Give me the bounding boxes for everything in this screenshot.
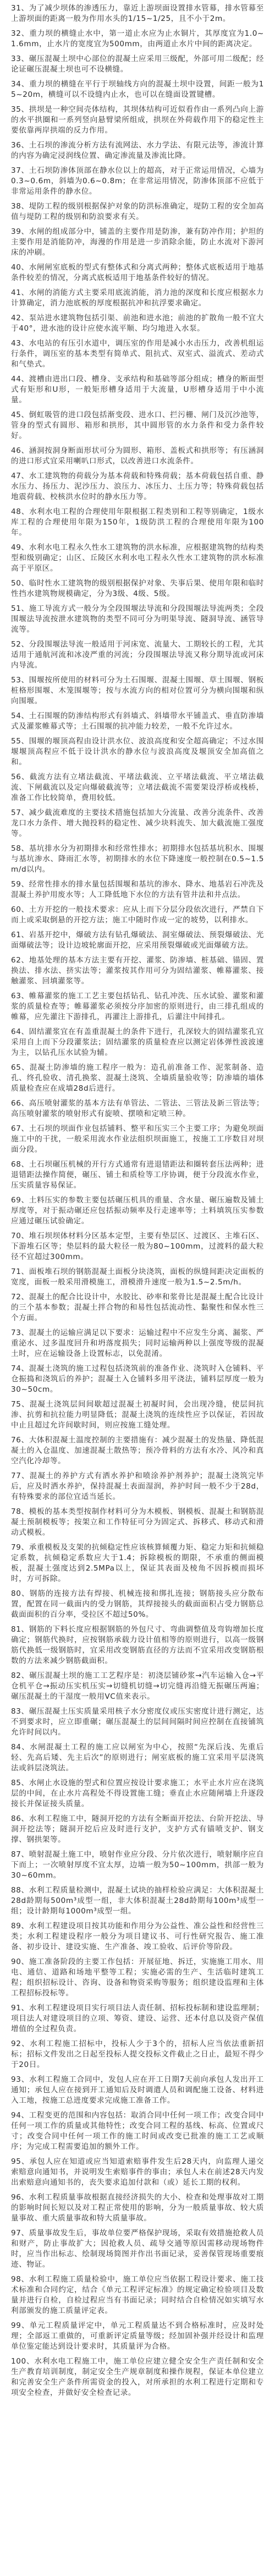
item-35: 35、拱坝是一种空间壳体结构，其坝体结构可近似看作由一系列凸向上游的水平拱圈和一系列竖向悬臂梁所组成，拱坝在外荷载作用下的稳定性主要依靠两岸拱端的反力作用。: [11, 105, 264, 135]
item-99: 99、单元工程质量评定中，单元工程质量达不到合格标准时，应及时处理；全部返工重做的，可重新评定质量等级；经加固补强并经设计和监理单位鉴定能达到设计要求时，其质量评为合格。: [11, 2321, 264, 2351]
item-77: 77、混凝土的养护方式有洒水养护和喷涂养护剂养护；混凝土浇筑完毕后，应及时洒水养护，保持混凝土表面湿润，养护时间一般不少于28d，有特殊要求的部位宜适当延长。: [11, 1472, 264, 1501]
item-61: 61、岩基开挖中，爆破方法有钻孔爆破法、洞室爆破法、预裂爆破法、光面爆破法等；设计边坡轮廓面开挖，应采用预裂爆破或光面爆破方法。: [11, 931, 264, 950]
item-67: 67、土石坝的坝面作业包括铺料、整平和压实三个主要工序；为避免坝面施工中的干扰，一般采用流水作业法组织坝面施工，按施工工序数目对坝面分段。: [11, 1124, 264, 1154]
item-51: 51、施工导流方式一般分为全段围堰法导流和分段围堰法导流两类；全段围堰法导流按泄水建筑物的类型不同可分为明渠导流、隧洞导流、涵管导流等。: [11, 604, 264, 634]
item-94: 94、工程变更的范围和内容包括：取消合同中任何一项工作；改变合同中任何一项工作的质量或其他特性；改变合同工程的基线、标高、位置或尺寸；改变合同中任何一项工作的施工时间或改变已批准的施工工艺或顺序；为完成工程需要追加的额外工作。: [11, 2111, 264, 2151]
item-96: 96、水利工程质量事故根据直接经济损失的大小、检查和处理事故对工期的影响时间长短以及对工程正常使用的影响，分为一般质量事故、较大质量事故、重大质量事故和特大质量事故。: [11, 2193, 264, 2223]
item-75: 75、混凝土浇筑层间间歇超过混凝土初凝时间，会出现冷缝，使层间抗渗、抗剪和抗拉能力明显降低；混凝土浇筑的连续性应予以保证，若因故中止且超过允许间歇时间，则应按施工缝处理。: [11, 1400, 264, 1430]
item-84: 84、水闸混凝土工程的施工应以闸室为中心，按照“先深后浅、先重后轻、先高后矮、先主后次”的原则进行；闸室底板的施工宜采用平层浇筑法或斜层浇筑法。: [11, 1743, 264, 1773]
item-48: 48、水利水电工程的合理使用年限根据工程类别和工程等别确定，1级水库工程的合理使用年限为150年，1级防洪工程的合理使用年限为100年。: [11, 507, 264, 537]
item-64: 64、固结灌浆宜在有盖重混凝土的条件下进行，孔深较大的固结灌浆孔宜采用自上而下分段灌浆法；固结灌浆的质量检查应以测定岩体弹性波波速为主，以钻孔压水试验为辅。: [11, 1027, 264, 1057]
item-43: 43、水电站的有压引水道中，调压室的作用是减小水击压力，改善机组运行条件，调压室的基本类型有简单式、阻抗式、双室式、溢流式、差动式和气垫式。: [11, 339, 264, 369]
item-44: 44、渡槽由进出口段、槽身、支承结构和基础等部分组成；槽身的断面型式有矩形和U形，一般矩形槽身适用于大流量，U形槽身适用于中小流量。: [11, 375, 264, 404]
item-45: 45、倒虹吸管的进口段包括渐变段、进水口、拦污栅、闸门及沉沙池等，管身的型式有圆形、箱形和拱形，其中圆形管的水力条件和受力条件较好。: [11, 411, 264, 440]
item-58: 58、基坑排水分为初期排水和经常性排水；初期排水包括基坑积水、围堰与基坑渗水、降雨汇水等，初期排水的水位下降速度一般控制在0.5~1.5m/d以内。: [11, 844, 264, 874]
item-85: 85、水闸止水设施的型式和位置应按设计要求施工；水平止水片应在浇筑层的中间，在止水片高程处不得设置施工缝；垂直止水应随闸墙上升逐段接长并保证接头质量。: [11, 1779, 264, 1808]
item-49: 49、水利水电工程永久性水工建筑物的洪水标准，应根据建筑物的结构类型和级别确定；山区、丘陵区水利水电工程永久性水工建筑物的洪水标准高于平原区。: [11, 543, 264, 573]
item-52: 52、分段围堰法导流一般适用于河床宽、流量大、工期较长的工程，尤其适用于通航河流和冰凌严重的河流；分段围堰法导流又称分期导流或河床内导流。: [11, 640, 264, 670]
item-83: 83、碾压混凝土压实质量采用核子水分密度仪或压实密度计进行测定，达不到要求时，应立即重碾；碾压混凝土的层间间隔时间应控制在直接铺筑允许时间以内。: [11, 1707, 264, 1737]
item-78: 78、模板的基本类型按制作材料可分为木模板、钢模板、混凝土和钢筋混凝土预制模板等；按架立和工作特征可分为固定式、拆移式、移动式和滑动式模板。: [11, 1507, 264, 1537]
item-80: 80、钢筋的连接方法有焊接、机械连接和绑扎连接；钢筋接头应分散布置，配置在同一截面内的受力钢筋，其焊接接头的截面面积占受力钢筋总截面面积的百分率，受拉区不超过50%。: [11, 1589, 264, 1619]
item-41: 41、水闸的消能方式主要采用底流消能，消力池的深度和长度应根据水力计算确定，消力池底板的厚度根据抗冲和抗浮要求确定。: [11, 288, 264, 308]
item-86: 86、水利工程施工中，隧洞开挖的方法有全断面开挖法、台阶开挖法、导洞开挖法等；隧洞开挖后应及时进行支护，支护方式有锚喷支护、钢支撑、钢拱架等。: [11, 1814, 264, 1844]
item-66: 66、高压喷射灌浆的基本方法有单管法、二管法、三管法及新三管法等；高压喷射灌浆的喷射形式有旋喷、摆喷和定喷三种。: [11, 1099, 264, 1118]
item-69: 69、土料压实的参数主要包括碾压机具的重量、含水量、碾压遍数及铺土厚度等，对于振动碾还应包括振动频率及行走速率等；土料填筑压实参数应通过碾压试验确定。: [11, 1196, 264, 1226]
item-95: 95、承包人应在知道或应当知道索赔事件发生后28天内，向监理人递交索赔意向通知书，并说明发生索赔事件的事由；承包人未在前述28天内发出索赔意向通知书的，丧失要求追加付款和（或）延长工期的权利。: [11, 2157, 264, 2187]
item-47: 47、水工建筑物的荷载分为基本荷载和特殊荷载；基本荷载包括自重、静水压力、扬压力、泥沙压力、浪压力、冰压力、土压力等；特殊荷载包括地震荷载、校核洪水位时的静水压力等。: [11, 472, 264, 501]
item-37: 37、土石坝防渗体顶部在静水位以上的超高，对于正常运用情况，心墙为0.3~0.6m，斜墙为0.6~0.8m；在非常运用情况，防渗体顶部不应低于非常运用条件的静水位。: [11, 166, 264, 196]
item-88: 88、水利工程质量检测中，混凝土试块的抽样检验应满足：大体积混凝土28d龄期每500m³成型一组，非大体积混凝土28d龄期每100m³成型一组；设计龄期每1000m³成型一组。: [11, 1886, 264, 1916]
item-62: 62、地基处理的基本方法主要有开挖、灌浆、防渗墙、桩基础、锚固、置换法、排水法、挤实法等；灌浆按其作用可分为固结灌浆、帷幕灌浆、接触灌浆、回填灌浆等。: [11, 956, 264, 986]
item-90: 90、施工准备阶段的主要工作包括：开展征地、拆迁，实施施工用水、用电、通信、道路和场地平整等工程；实施必需的生产、生活临时建筑工程；组织招标设计、咨询、设备和物资采购等服务；组织建设监理和主体工程招标投标等。: [11, 1957, 264, 1998]
item-70: 70、堆石坝坝体材料分区基本定型，主要有垫层区、过渡区、主堆石区、下游堆石区等；垫层料的最大粒径一般为80~100mm，过渡料的最大粒径不宜超过300mm。: [11, 1232, 264, 1261]
item-54: 54、土石围堰的防渗结构形式有斜墙式、斜墙带水平铺盖式、垂直防渗墙式及灌浆帷幕式等；土石围堰的抗冲能力较差，一般不允许过水。: [11, 712, 264, 731]
item-50: 50、临时性水工建筑物的级别根据保护对象、失事后果、使用年限和临时性挡水建筑物规模确定，分为3级、4级、5级。: [11, 579, 264, 598]
item-42: 42、泵站进水建筑物包括引渠、前池和进水池；前池的扩散角一般不宜大于40°，进水池的设计应使水流平顺、均匀地进入水泵。: [11, 314, 264, 333]
item-57: 57、减少截流难度的主要技术措施包括加大分流量、改善分流条件、改善龙口水力条件、增大抛投料的稳定性、减少块料流失、加大截流施工强度等。: [11, 808, 264, 838]
item-60: 60、土方开挖的一般技术要求：应从上而下分层分段依次进行，严禁自下而上或采取倒悬的开挖方法；施工中随时作成一定的坡势，以利排水。: [11, 905, 264, 925]
item-98: 98、水利工程施工质量检验中，施工单位应当依据工程设计要求、施工技术标准和合同约定，结合《单元工程评定标准》的规定确定检验项目及数量并进行自检，自检过程应当有书面记录；同时结合自检情况如实填写水利部颁发的施工质量评定表。: [11, 2275, 264, 2315]
item-65: 65、混凝土防渗墙的施工程序一般为：造孔前准备工作、泥浆制备、造孔、终孔验收、清孔换浆、混凝土浇筑、全墙质量验收等；防渗墙的墙体质量检查应在成墙28d后进行。: [11, 1063, 264, 1093]
item-93: 93、水利工程施工合同中，发包人应在开工日期7天前向承包人发出开工通知；承包人应在接到开工通知后及时调遣人员和调配施工设备、材料进入工地，按施工总进度要求完成施工准备工作。: [11, 2075, 264, 2105]
item-32: 32、重力坝的横缝止水中，第一道止水应为止水铜片，其厚度宜为1.0~1.6mm，止水片的宽度宜为500mm，由两道止水片中间的距离决定。: [11, 29, 264, 48]
item-79: 79、承重模板及支架的抗倾稳定性应该核算倾覆力矩、稳定力矩和抗倾稳定系数，抗倾稳定系数应大于1.4；拆除模板的期限，不承重的侧面模板，混凝土强度达到2.5MPa以上，保证其表面及棱角不因拆模而损坏时，方可拆除。: [11, 1543, 264, 1583]
item-56: 56、截流方法有立堵法截流、平堵法截流、立平堵法截流、平立堵法截流、下闸截流以及定向爆破截流等；立堵法截流不需要架设浮桥或栈桥，准备工作比较简单，费用较低。: [11, 773, 264, 802]
item-92: 92、水利工程施工招标中，投标人少于3个的，招标人应当依法重新招标；招标文件发出之日起至投标人提交投标文件截止之日止，最短不得少于20日。: [11, 2039, 264, 2069]
item-97: 97、质量事故发生后，事故单位要严格保护现场，采取有效措施抢救人员和财产，防止事故扩大；因抢救人员、疏导交通等原因需移动现场物件时，应当作出标志、绘制现场简图并作出书面记录，妥善保管现场重要痕迹、物证。: [11, 2229, 264, 2269]
item-71: 71、面板堆石坝的钢筋混凝土面板分块浇筑，面板的纵缝间距决定面板的宽度，面板一般采用滑模施工，滑模滑升速度一般为1.5~2.5m/h。: [11, 1267, 264, 1287]
item-46: 46、涵洞按洞身断面形状可分为圆形、箱形、盖板式和拱形等；有压涵洞的进口形式宜采用喇叭口形式，以改善进口水流条件。: [11, 446, 264, 466]
item-40: 40、水闸闸室底板的型式有整体式和分离式两种；整体式底板适用于地基条件较差的情况，分离式底板适用于地基条件较好的情况。: [11, 263, 264, 282]
item-34: 34、重力坝的横缝在平行于坝轴线方向的混凝土坝中设置，间距一般为15~20m，横缝可以不设缝内止水，也可以在缝面设置键槽。: [11, 80, 264, 99]
item-73: 73、混凝土的运输应满足以下要求：运输过程中不应发生分离、漏浆、严重泌水、过多温度回升和坍落度损失；同时运输两种以上强度等级的混凝土时，应在运输设备上设置标志，以免混淆。: [11, 1328, 264, 1358]
item-53: 53、围堰按所使用的材料可分为土石围堰、混凝土围堰、草土围堰、钢板桩格形围堰、木笼围堰等；按与水流方向的相对位置可分为横向围堰和纵向围堰。: [11, 676, 264, 705]
item-36: 36、土石坝的渗流分析方法有流网法、水力学法、有限元法等，渗流计算的内容为确定浸润线位置、确定渗流量及渗流比降。: [11, 141, 264, 160]
item-87: 87、喷射混凝土施工中，喷射作业应分段、分片依次进行，喷射顺序应自下而上；一次喷射厚度不宜太厚，边墙一般为50~100mm，拱部一般为30~60mm。: [11, 1850, 264, 1880]
item-76: 76、大体积混凝土温度控制的主要措施有：减少混凝土的发热量、降低混凝土的入仓温度、加速混凝土散热等；预冷骨料的方法有水冷、风冷和真空汽化冷却等。: [11, 1436, 264, 1465]
item-82: 82、碾压混凝土坝的施工工艺程序是：初浇层铺砂浆→汽车运输入仓→平仓机平仓→振动压实机压实→切缝机切缝→切完缝再沿缝无振碾压两遍；碾压混凝土的干湿度一般用VC值来表示。: [11, 1671, 264, 1701]
item-39: 39、水闸的组成部分中，铺盖的主要作用是防渗，兼有防冲作用；护坦的主要作用是消能防冲，海漫的作用是进一步消除余能，防止水流对下游河床的冲刷。: [11, 227, 264, 257]
item-31: 31、为了减少坝体的渗透压力，靠近上游坝面设置排水管幕，排水管幕至上游坝面的距离一般为作用水头的1/15~1/25，且不小于2m。: [11, 4, 264, 23]
item-91: 91、水利工程建设项目实行项目法人责任制、招标投标制和建设监理制；项目法人对建设项目的立项、筹资、建设、运营、还本付息以及资产保值增值的全过程负责。: [11, 2004, 264, 2033]
item-81: 81、钢筋的下料长度应根据钢筋的外包尺寸、弯曲调整值及弯钩增加长度确定；钢筋代换时，应按钢筋承载力设计值相等的原则进行，以高一级钢筋代换低一级钢筋时，宜采用改变钢筋直径的方法而不宜采用改变钢筋根数的方法来减少钢筋截面积。: [11, 1625, 264, 1665]
item-55: 55、围堰的堰顶高程由设计洪水位、波浪高度和安全超高确定；不过水围堰堰顶高程应不低于设计洪水的静水位与波浪高度及堰顶安全加高值之和。: [11, 737, 264, 767]
item-74: 74、混凝土浇筑的施工过程包括浇筑前的准备作业、浇筑时入仓铺料、平仓振捣和浇筑后的养护；混凝土入仓铺料多用平浇法，铺料层厚度一般为30~50cm。: [11, 1364, 264, 1394]
item-68: 68、土石坝碾压机械的开行方式通常有进退错距法和圈转套压法两种；进退错距法操作简便，碾压、铺土和质检等工序协调，便于分段流水作业，压实质量容易保证。: [11, 1160, 264, 1190]
item-100: 100、水利水电工程施工中，施工单位应建立健全安全生产责任制和安全生产教育培训制度，制定安全生产规章制度和操作规程，保证本单位建立和完善安全生产条件所需资金的投入，对所承担的水利工程进行定期和专项安全检查，并做好安全检查记录。: [11, 2357, 264, 2397]
item-72: 72、混凝土的配合比设计中，水胶比、砂率和浆骨比是混凝土配合比设计的三个基本参数；混凝土拌合物的和易性包括流动性、黏聚性和保水性三个方面。: [11, 1293, 264, 1322]
item-59: 59、经常性排水的排水量包括围堰和基坑的渗水、降水、地基岩石冲洗及混凝土养护用废水等；人工降低地下水位的方法有管井法和井点法。: [11, 880, 264, 899]
item-63: 63、帷幕灌浆的施工工艺主要包括钻孔、钻孔冲洗、压水试验、灌浆和灌浆的质量检查等；帷幕灌浆必须按分序加密的原则进行，由三排孔组成的帷幕，应先灌注下游排孔，再灌注上游排孔，后灌注中间排孔。: [11, 992, 264, 1021]
item-89: 89、水利工程建设项目按其功能和作用分为公益性、准公益性和经营性三类；水利工程建设程序一般分为项目建议书、可行性研究报告、施工准备、初步设计、建设实施、生产准备、竣工验收、后评价等阶段。: [11, 1922, 264, 1951]
item-33: 33、碾压混凝土坝中心部位的混凝土应采用三级配，外部可用二级配；经论证碾压混凝土坝也可不设横缝。: [11, 54, 264, 74]
item-38: 38、堤防工程的级别根据保护对象的防洪标准确定，堤防工程的安全加高值与堤防工程的级别和防浪要求有关。: [11, 202, 264, 221]
